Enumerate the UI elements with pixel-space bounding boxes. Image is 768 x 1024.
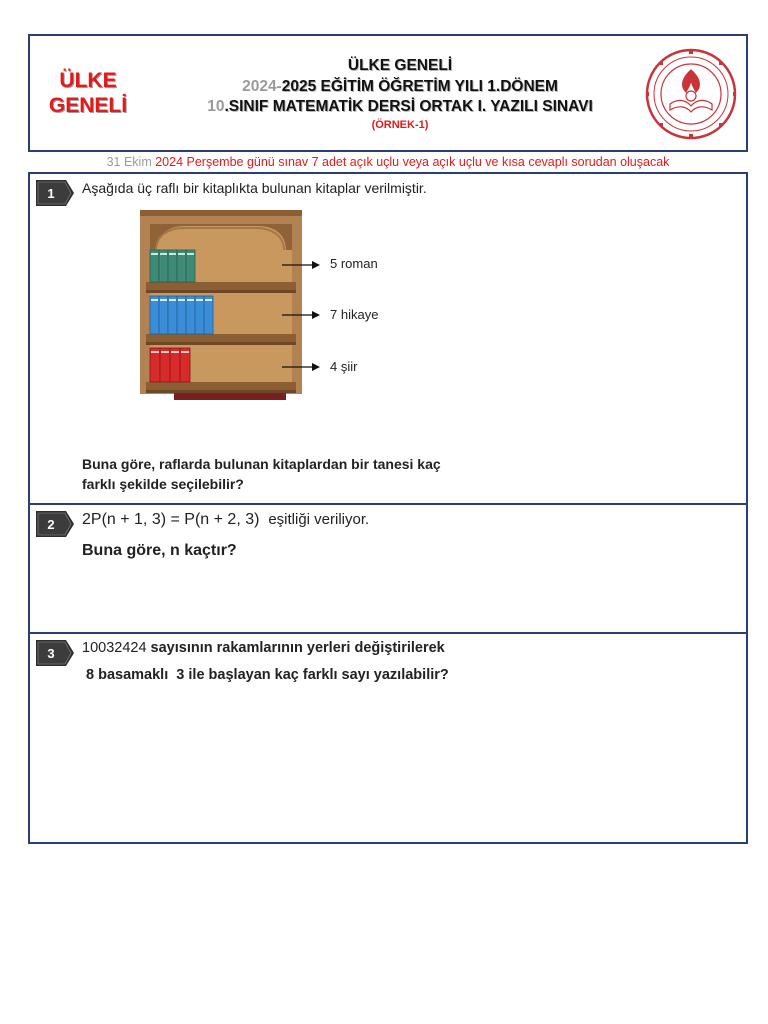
logo-line-2: GENELİ [48, 94, 128, 117]
question-1 [28, 172, 748, 506]
question-3 [28, 632, 748, 844]
exam-date-prefix: 31 Ekim [106, 155, 152, 169]
ulke-geneli-logo [48, 68, 128, 118]
question-number: 1 [47, 186, 55, 201]
start-digit: 3 [176, 667, 185, 683]
question-3-line-1 [82, 640, 445, 656]
exam-info-text: 2024 Perşembe günü sınav 7 adet açık uçlu veya açık uçlu ve kısa cevaplı sorudan oluşacak [155, 155, 670, 169]
question-2-question: Buna göre, n kaçtır? [82, 542, 237, 559]
header-titles [150, 56, 650, 131]
question-1-intro: Aşağıda üç raflı bir kitaplıkta bulunan kitaplar verilmiştir. [82, 180, 427, 196]
bookshelf-illustration [138, 206, 308, 402]
grade-prefix: 10 [207, 98, 225, 115]
question-3-line-2 [86, 667, 449, 683]
equation-suffix: eşitliği veriliyor. [268, 511, 370, 528]
question-1-line-2: farklı şekilde seçilebilir? [82, 476, 244, 492]
question-number-badge [34, 638, 76, 668]
question-2-statement [82, 511, 369, 529]
grade-rest: .SINIF MATEMATİK DERSİ ORTAK I. YAZILI SINAVI [224, 98, 593, 115]
question-3-line-2-rest: ile başlayan kaç farklı sayı yazılabilir? [188, 667, 449, 683]
exam-header [28, 34, 748, 152]
question-number-badge [34, 178, 76, 208]
question-number: 2 [47, 517, 55, 532]
question-number: 3 [47, 646, 55, 661]
arrow-icon [282, 260, 320, 270]
equation: 2P(n + 1, 3) = P(n + 2, 3) [82, 511, 260, 528]
arrow-icon [282, 362, 320, 372]
year-rest: 2025 EĞİTİM ÖĞRETİM YILI 1.DÖNEM [281, 78, 558, 95]
shelf-label-siir: 4 şiir [330, 359, 358, 374]
question-1-line-1: Buna göre, raflarda bulunan kitaplardan bir tanesi kaç [82, 456, 441, 472]
logo-line-1: ÜLKE [59, 69, 117, 92]
exam-info-line [28, 155, 748, 169]
year-prefix: 2024- [242, 78, 282, 95]
shelf-label-roman: 5 roman [330, 256, 378, 271]
digits-count: 8 basamaklı [86, 667, 169, 683]
header-title: ÜLKE GENELİ [347, 57, 453, 74]
arrow-icon [282, 310, 320, 320]
question-2 [28, 503, 748, 635]
shelf-label-hikaye: 7 hikaye [330, 307, 379, 322]
sample-label: (ÖRNEK-1) [371, 119, 429, 131]
number-value: 10032424 [82, 640, 147, 656]
question-number-badge [34, 509, 76, 539]
header-year [150, 77, 650, 97]
question-3-line-1-rest: sayısının rakamlarının yerleri değiştirilerek [150, 640, 445, 656]
meb-seal-icon [642, 48, 740, 140]
header-exam-name [150, 97, 650, 117]
